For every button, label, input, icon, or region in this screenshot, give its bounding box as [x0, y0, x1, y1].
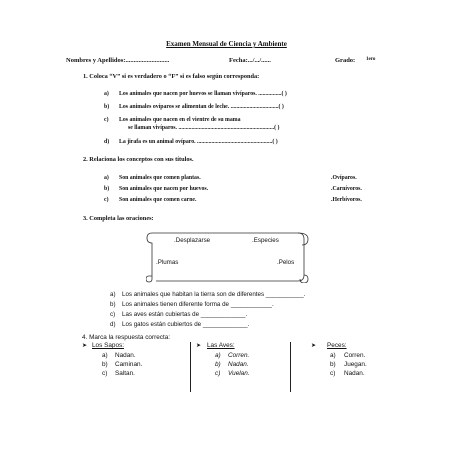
aves-letter-c: c) [215, 370, 221, 377]
sapos-letter-c: c) [102, 370, 108, 377]
s3-letter-d: d) [110, 321, 116, 328]
s1-letter-b: b) [104, 104, 110, 110]
peces-letter-b: b) [330, 361, 336, 368]
s2-match-b: .Carnívoros. [331, 186, 362, 192]
s2-match-a: .Ovíparos. [331, 175, 357, 181]
section3-heading: 3. Completa las oraciones: [83, 215, 154, 222]
section1-heading: 1. Coloca “V” si es verdadero o “F” si es falso según corresponda: [83, 73, 260, 80]
word-desplazarse: .Desplazarse [174, 237, 211, 244]
s1-letter-a: a) [104, 91, 109, 97]
date-field: Fecha:.../.../...... [229, 57, 271, 64]
group-aves-title: Las Aves: [207, 342, 235, 349]
s3-item-c: Las aves están cubiertas de _____________. [122, 311, 248, 318]
s2-letter-b: b) [104, 186, 110, 192]
s1-item-b: Los animales ovíparos se alimentan de leche. .................................( ) [119, 104, 284, 110]
s1-item-d: La jirafa es un animal ovíparo. ....................................................( ) [119, 139, 278, 145]
s3-letter-c: c) [110, 311, 116, 318]
s3-item-a: Los animales que habitan la tierra son de diferentes ___________. [122, 291, 306, 298]
aves-option-b: Nadan. [228, 361, 249, 368]
s2-letter-a: a) [104, 175, 109, 181]
peces-letter-c: c) [330, 370, 336, 377]
aves-option-c: Vuelan. [228, 370, 250, 377]
column-divider-1 [190, 342, 191, 392]
peces-option-b: Juegan. [344, 361, 367, 368]
sapos-option-a: Nadan. [115, 352, 136, 359]
sapos-letter-a: a) [102, 352, 108, 359]
group-peces-title: Peces: [327, 342, 347, 349]
s2-item-c: Son animales que comen carne. [119, 197, 197, 203]
arrow-icon: ➤ [196, 343, 202, 349]
word-plumas: .Plumas [156, 259, 179, 266]
word-bank-scroll [146, 229, 309, 283]
peces-letter-a: a) [330, 352, 336, 359]
s1-letter-c: c) [104, 117, 109, 123]
column-divider-2 [290, 342, 291, 392]
section4-heading: 4. Marca la respuesta correcta: [82, 334, 171, 341]
group-sapos-title: Los Sapos: [92, 342, 124, 349]
aves-letter-a: a) [215, 352, 221, 359]
s2-match-c: .Herbívoros. [331, 197, 362, 203]
arrow-icon: ➤ [311, 343, 317, 349]
s3-item-b: Los animales tienen diferente forma de ____________. [122, 301, 274, 308]
peces-option-c: Nadan. [344, 370, 365, 377]
grade-value [366, 57, 375, 65]
s3-letter-b: b) [110, 301, 116, 308]
s3-letter-a: a) [110, 291, 116, 298]
sapos-option-c: Saltan. [115, 370, 135, 377]
s1-item-c-cont: se llaman vivíparos. ..................................................................( ) [128, 125, 280, 131]
s2-item-b: Son animales que nacen por huevos. [119, 186, 209, 192]
peces-option-a: Corren. [344, 352, 366, 359]
s2-letter-c: c) [104, 197, 109, 203]
s1-item-a: Los animales que nacen por huevos se llaman vivíparos. ................( ) [119, 91, 287, 97]
sapos-option-b: Caminan. [115, 361, 143, 368]
aves-letter-b: b) [215, 361, 221, 368]
s3-item-d: Los gatos están cubiertos de _____________. [122, 321, 250, 328]
word-pelos: .Pelos [277, 259, 295, 266]
s1-letter-d: d) [104, 139, 110, 145]
aves-option-a: Corren. [228, 352, 250, 359]
sapos-letter-b: b) [102, 361, 108, 368]
names-field: Nombres y Apellidos:........................... [66, 57, 170, 64]
arrow-icon: ➤ [82, 343, 88, 349]
section2-heading: 2. Relaciona los conceptos con sus títulos. [83, 156, 194, 163]
exam-title: Examen Mensual de Ciencia y Ambiente [166, 40, 287, 48]
s2-item-a: Son animales que comen plantas. [119, 175, 201, 181]
grade-label: Grado: [335, 57, 356, 64]
s1-item-c: Los animales que nacen en el vientre de su mama [119, 117, 241, 123]
word-especies: .Especies [252, 237, 279, 244]
grade-value-text: 1ero [366, 57, 376, 62]
